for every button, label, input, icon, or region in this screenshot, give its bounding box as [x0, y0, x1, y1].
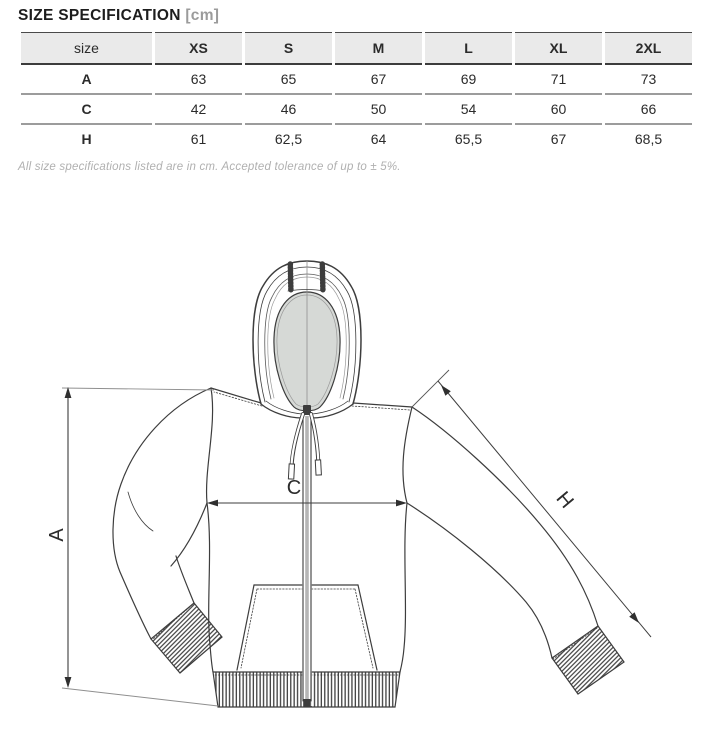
left-shoulder-seam: [214, 392, 262, 406]
right-sleeve-under-edge: [407, 503, 552, 658]
col-header-2xl: 2XL: [605, 32, 692, 65]
cell-h-xl: 67: [550, 131, 567, 147]
hood-panel-stitch-left: [290, 264, 291, 290]
size-table-header-row: [21, 32, 692, 65]
zipper: [302, 405, 312, 707]
col-header-xl: XL: [515, 32, 602, 65]
cell-c-xl: 60: [515, 95, 602, 125]
left-sleeve-outer-edge: [113, 388, 211, 639]
hood: [253, 261, 361, 418]
cell-c-l: 54: [425, 95, 512, 125]
dimension-label-h: H: [551, 487, 578, 513]
right-sleeve-top-edge: [412, 407, 598, 626]
garment-diagram: [0, 205, 713, 748]
row-label-c: C: [21, 95, 152, 125]
pocket-right-edge: [358, 585, 377, 670]
table-row-c: [21, 95, 692, 125]
hoodie-sketch: [113, 261, 624, 707]
dim-a-arrow-up: [65, 387, 72, 398]
cell-a-s: 65: [245, 65, 332, 95]
left-sleeve: [113, 388, 222, 673]
cell-h-m: 64: [370, 131, 387, 147]
dim-a-extension-bottom: [62, 688, 218, 706]
cell-a-2xl: 73: [605, 65, 692, 95]
cell-h-s: 62,5: [274, 131, 303, 147]
dim-a-arrow-down: [65, 677, 72, 688]
zipper-teeth: [305, 416, 309, 700]
dim-c-arrow-left: [207, 500, 218, 507]
cell-c-2xl: 66: [605, 95, 692, 125]
cell-h-2xl: 68,5: [634, 131, 663, 147]
col-header-l: L: [425, 32, 512, 65]
cell-a-l: 69: [425, 65, 512, 95]
left-elbow-fold: [128, 492, 153, 531]
right-aglet: [315, 460, 321, 475]
page-title-text: SIZE SPECIFICATION: [18, 7, 181, 24]
cell-a-m: 67: [335, 65, 422, 95]
cell-h-l: 65,5: [454, 131, 483, 147]
row-label-a: A: [21, 65, 152, 95]
left-forearm-edge: [176, 556, 194, 603]
cell-c-xs: 42: [155, 95, 242, 125]
cell-c-s: 46: [245, 95, 332, 125]
cell-a-xs: 63: [155, 65, 242, 95]
dimension-h: [411, 370, 651, 637]
cell-a-xl: 71: [515, 65, 602, 95]
col-header-xs: XS: [155, 32, 242, 65]
dimension-label-c: C: [286, 477, 302, 499]
table-row-a: [21, 65, 692, 95]
dim-h-line: [438, 381, 651, 637]
col-header-s: S: [245, 32, 332, 65]
right-sleeve: [407, 407, 624, 694]
zipper-bottom-stop: [303, 699, 311, 707]
page-title-unit: [cm]: [185, 7, 220, 24]
tolerance-footnote: All size specifications listed are in cm. Accepted tolerance of up to ± 5%.: [18, 161, 401, 173]
dim-h-arrow-bottom: [629, 612, 639, 623]
col-header-size: size: [21, 32, 152, 65]
hood-panel-stitch-right: [322, 264, 323, 290]
page-title: [18, 7, 219, 25]
pocket-left-edge: [237, 585, 254, 670]
size-table: [18, 32, 695, 153]
dim-a-extension-top: [62, 388, 214, 390]
row-label-h: H: [81, 131, 92, 147]
dim-c-arrow-right: [396, 500, 407, 507]
right-side-seam: [400, 503, 407, 672]
col-header-m: M: [335, 32, 422, 65]
right-cuff-rib: [552, 626, 624, 694]
cell-c-m: 50: [335, 95, 422, 125]
right-armhole: [403, 407, 412, 503]
left-shoulder-line: [211, 388, 261, 403]
table-row-h: [21, 125, 692, 153]
dimension-label-a: A: [46, 528, 68, 542]
cell-h-xs: 61: [190, 131, 207, 147]
left-armhole: [207, 388, 213, 503]
